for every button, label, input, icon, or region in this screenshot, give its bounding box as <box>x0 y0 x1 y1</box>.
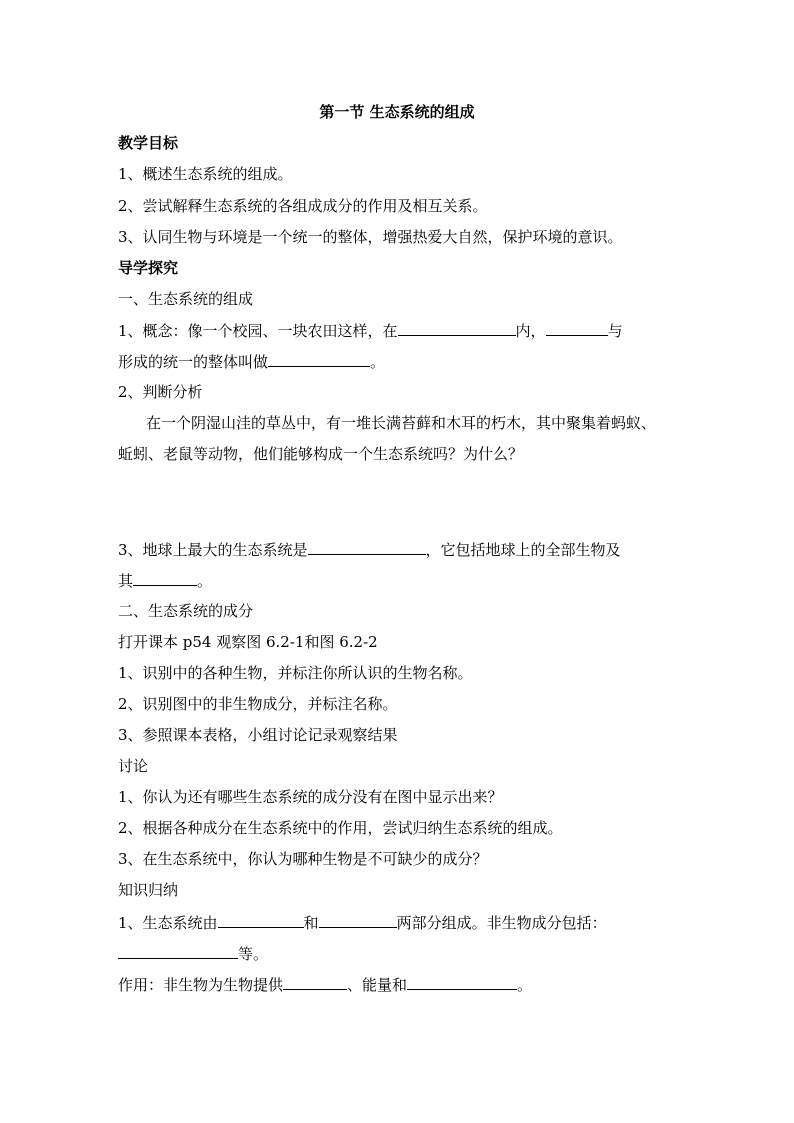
largest-text-d: 。 <box>197 572 213 590</box>
judge-paragraph-line: 蚯蚓、老鼠等动物，他们能够构成一个生态系统吗？为什么？ <box>118 445 524 463</box>
largest-text-b: ，它包括地球上的全部生物及 <box>425 541 621 559</box>
summary-text-f: 、能量和 <box>347 976 408 994</box>
discussion-item: 1、你认为还有哪些生态系统的成分没有在图中显示出来？ <box>118 788 503 806</box>
concept-text-e: 。 <box>370 353 386 371</box>
summary-line-1 <box>118 912 607 933</box>
fill-blank[interactable] <box>546 320 608 336</box>
discussion-item: 3、在生态系统中，你认为哪种生物是不可缺少的成分？ <box>118 850 488 868</box>
fill-blank[interactable] <box>133 570 197 586</box>
judge-title: 2、判断分析 <box>118 383 203 401</box>
fill-blank[interactable] <box>118 943 238 959</box>
discussion-item: 2、根据各种成分在生态系统中的作用，尝试归纳生态系统的组成。 <box>118 819 563 837</box>
summary-title: 知识归纳 <box>118 881 179 899</box>
section2-item: 1、识别中的各种生物，并标注你所认识的生物名称。 <box>118 664 473 682</box>
goals-heading: 教学目标 <box>118 134 179 152</box>
summary-text-d: 等。 <box>238 945 269 963</box>
concept-line-2 <box>118 351 385 372</box>
fill-blank[interactable] <box>398 320 516 336</box>
largest-text-a: 3、地球上最大的生态系统是 <box>118 541 308 559</box>
summary-line-3 <box>118 974 532 995</box>
largest-text-c: 其 <box>118 572 134 590</box>
summary-text-a: 1、生态系统由 <box>118 914 218 932</box>
fill-blank[interactable] <box>308 539 426 555</box>
section1-title: 一、生态系统的组成 <box>118 290 254 308</box>
fill-blank[interactable] <box>319 912 397 928</box>
judge-paragraph-line: 在一个阴湿山洼的草丛中，有一堆长满苔藓和木耳的朽木，其中聚集着蚂蚁、 <box>146 414 657 432</box>
largest-ecosystem-line <box>118 539 621 560</box>
largest-ecosystem-line-2 <box>118 570 212 591</box>
discussion-title: 讨论 <box>118 757 149 775</box>
goal-item: 3、认同生物与环境是一个统一的整体，增强热爱大自然，保护环境的意识。 <box>118 228 623 246</box>
section2-title: 二、生态系统的成分 <box>118 602 254 620</box>
summary-text-c: 两部分组成。非生物成分包括： <box>396 914 607 932</box>
summary-line-2 <box>118 943 268 964</box>
fill-blank[interactable] <box>268 351 370 367</box>
summary-text-g: 。 <box>517 976 533 994</box>
concept-text-c: 与 <box>607 322 623 340</box>
summary-text-e: 作用：非生物为生物提供 <box>118 976 284 994</box>
explore-heading: 导学探究 <box>118 259 179 277</box>
summary-text-b: 和 <box>303 914 319 932</box>
concept-text-b: 内， <box>515 322 546 340</box>
fill-blank[interactable] <box>283 974 347 990</box>
section2-item: 2、识别图中的非生物成分，并标注名称。 <box>118 695 398 713</box>
goal-item: 1、概述生态系统的组成。 <box>118 165 293 183</box>
page-title: 第一节 生态系统的组成 <box>319 103 475 121</box>
fill-blank[interactable] <box>218 912 304 928</box>
concept-text-d: 形成的统一的整体叫做 <box>118 353 269 371</box>
concept-text-a: 1、概念：像一个校园、一块农田这样，在 <box>118 322 398 340</box>
concept-line <box>118 320 623 341</box>
fill-blank[interactable] <box>407 974 517 990</box>
section2-item: 3、参照课本表格，小组讨论记录观察结果 <box>118 726 398 744</box>
open-book-instruction: 打开课本 p54 观察图 6.2-1和图 6.2-2 <box>118 633 378 651</box>
goal-item: 2、尝试解释生态系统的各组成成分的作用及相互关系。 <box>118 197 488 215</box>
